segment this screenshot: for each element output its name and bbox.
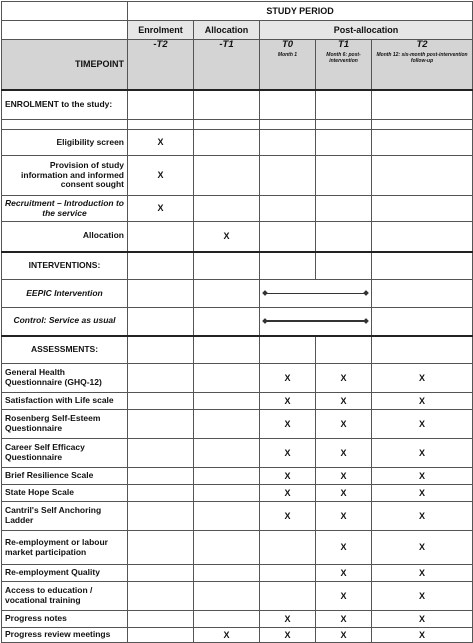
timepoint-code: T0 (281, 39, 294, 50)
mark-cell (260, 565, 316, 582)
mark-cell (194, 393, 260, 410)
mark-cell: X (128, 130, 194, 156)
mark-cell (194, 611, 260, 628)
row-label: Recruitment – Introduction to the service (2, 196, 128, 222)
mark-cell (260, 130, 316, 156)
timepoint-code: T1 (337, 39, 350, 50)
mark-cell (316, 196, 372, 222)
mark-cell (128, 393, 194, 410)
timepoint-sub: Month 1 (277, 51, 298, 58)
mark-cell (128, 364, 194, 393)
mark-cell: X (260, 502, 316, 531)
row-label: Brief Resilience Scale (2, 468, 128, 485)
schedule-row (2, 582, 473, 611)
duration-arrow-line (265, 293, 366, 295)
timepoint-cell (194, 40, 260, 90)
row-label: General Health Questionnaire (GHQ-12) (2, 364, 128, 393)
mark-cell (372, 222, 473, 252)
row-label: Satisfaction with Life scale (2, 393, 128, 410)
empty-cell (194, 120, 260, 130)
phase-post-allocation: Post-allocation (260, 21, 473, 40)
schedule-row (2, 222, 473, 252)
arrow-start-icon (262, 290, 268, 296)
phase-row (2, 21, 473, 40)
mark-cell (128, 410, 194, 439)
mark-cell (260, 582, 316, 611)
row-label: Provision of study information and informed consent sought (2, 156, 128, 196)
timepoint-label: TIMEPOINT (2, 40, 128, 90)
row-label: Re-employment Quality (2, 565, 128, 582)
mark-cell: X (260, 628, 316, 643)
section-heading: INTERVENTIONS: (2, 252, 128, 280)
arrow-start-icon (262, 318, 268, 324)
timepoint-cell (128, 40, 194, 90)
empty-cell (194, 252, 260, 280)
row-label: Eligibility screen (2, 130, 128, 156)
mark-cell: X (372, 485, 473, 502)
empty-cell (316, 90, 372, 120)
mark-cell: X (316, 393, 372, 410)
section-heading-row (2, 90, 473, 120)
mark-cell (128, 485, 194, 502)
mark-cell (128, 582, 194, 611)
empty-cell (194, 90, 260, 120)
empty-cell (128, 252, 194, 280)
row-label: Rosenberg Self-Esteem Questionnaire (2, 410, 128, 439)
mark-cell (128, 628, 194, 643)
schedule-row (2, 502, 473, 531)
mark-cell: X (128, 156, 194, 196)
mark-cell (128, 531, 194, 565)
schedule-row (2, 439, 473, 468)
empty-cell (316, 120, 372, 130)
mark-cell: X (372, 565, 473, 582)
mark-cell: X (316, 485, 372, 502)
schedule-row (2, 565, 473, 582)
mark-cell: X (260, 468, 316, 485)
mark-cell (194, 439, 260, 468)
mark-cell (194, 156, 260, 196)
mark-cell (260, 222, 316, 252)
empty-cell (372, 90, 473, 120)
intervention-duration-cell (260, 308, 372, 336)
timepoint-cell (316, 40, 372, 90)
arrow-end-icon (363, 318, 369, 324)
empty-cell (194, 280, 260, 308)
mark-cell: X (260, 485, 316, 502)
mark-cell: X (316, 410, 372, 439)
mark-cell: X (260, 410, 316, 439)
intervention-duration-cell (260, 280, 372, 308)
duration-arrow-line (265, 320, 366, 322)
mark-cell (194, 364, 260, 393)
mark-cell (194, 531, 260, 565)
empty-cell (316, 336, 372, 364)
mark-cell (372, 130, 473, 156)
mark-cell (372, 196, 473, 222)
empty-cell (128, 280, 194, 308)
spacer-row (2, 120, 473, 130)
empty-cell (2, 120, 128, 130)
section-heading-row (2, 336, 473, 364)
empty-cell (260, 90, 316, 120)
mark-cell (194, 502, 260, 531)
schedule-row (2, 628, 473, 643)
empty-cell (372, 252, 473, 280)
row-label: Progress review meetings (2, 628, 128, 643)
mark-cell (194, 468, 260, 485)
mark-cell (260, 531, 316, 565)
empty-cell (128, 308, 194, 336)
mark-cell (128, 502, 194, 531)
empty-cell (260, 120, 316, 130)
schedule-row (2, 196, 473, 222)
mark-cell (316, 222, 372, 252)
row-label: Progress notes (2, 611, 128, 628)
empty-cell (260, 252, 316, 280)
mark-cell (372, 156, 473, 196)
mark-cell (194, 565, 260, 582)
blank-corner-cell (2, 2, 128, 21)
mark-cell: X (316, 502, 372, 531)
mark-cell (194, 485, 260, 502)
timepoint-cell (372, 40, 473, 90)
intervention-row (2, 280, 473, 308)
row-label: Access to education / vocational training (2, 582, 128, 611)
schedule-row (2, 611, 473, 628)
schedule-row (2, 468, 473, 485)
mark-cell (128, 468, 194, 485)
mark-cell (128, 565, 194, 582)
mark-cell (316, 130, 372, 156)
empty-cell (194, 336, 260, 364)
timepoint-cell (260, 40, 316, 90)
mark-cell: X (372, 364, 473, 393)
mark-cell (194, 582, 260, 611)
section-heading: ENROLMENT to the study: (2, 90, 128, 120)
mark-cell: X (372, 439, 473, 468)
mark-cell: X (372, 410, 473, 439)
study-period-row (2, 2, 473, 21)
mark-cell: X (316, 565, 372, 582)
section-heading: ASSESSMENTS: (2, 336, 128, 364)
empty-cell (372, 120, 473, 130)
empty-cell (372, 336, 473, 364)
row-label: Control: Service as usual (2, 308, 128, 336)
mark-cell: X (194, 628, 260, 643)
mark-cell: X (194, 222, 260, 252)
schedule-row (2, 364, 473, 393)
mark-cell: X (372, 531, 473, 565)
empty-cell (260, 336, 316, 364)
mark-cell (194, 196, 260, 222)
row-label: State Hope Scale (2, 485, 128, 502)
mark-cell (260, 156, 316, 196)
mark-cell: X (128, 196, 194, 222)
timepoint-code: T2 (416, 39, 428, 50)
mark-cell (316, 156, 372, 196)
timepoint-code: -T1 (219, 39, 234, 50)
mark-cell: X (316, 628, 372, 643)
row-label: Career Self Efficacy Questionnaire (2, 439, 128, 468)
intervention-row (2, 308, 473, 336)
timepoint-code: -T2 (153, 39, 168, 50)
schedule-row (2, 410, 473, 439)
schedule-row (2, 156, 473, 196)
timepoint-row (2, 40, 473, 90)
row-label: EEPIC Intervention (2, 280, 128, 308)
mark-cell: X (260, 439, 316, 468)
section-heading-row (2, 252, 473, 280)
mark-cell: X (316, 364, 372, 393)
schedule-row (2, 531, 473, 565)
mark-cell (128, 222, 194, 252)
mark-cell: X (316, 582, 372, 611)
mark-cell (194, 130, 260, 156)
empty-cell (316, 252, 372, 280)
mark-cell: X (260, 364, 316, 393)
mark-cell: X (372, 393, 473, 410)
mark-cell: X (316, 468, 372, 485)
timepoint-sub: Month 12: six-month post-intervention follow-up (376, 51, 468, 64)
phase-allocation: Allocation (194, 21, 260, 40)
blank-phase-cell (2, 21, 128, 40)
arrow-end-icon (363, 290, 369, 296)
empty-cell (372, 280, 473, 308)
phase-enrolment: Enrolment (128, 21, 194, 40)
mark-cell: X (316, 611, 372, 628)
schedule-row (2, 485, 473, 502)
schedule-row (2, 130, 473, 156)
mark-cell: X (260, 393, 316, 410)
schedule-row (2, 393, 473, 410)
row-label: Allocation (2, 222, 128, 252)
mark-cell: X (372, 628, 473, 643)
timepoint-sub: Month 6: post-intervention (326, 51, 361, 64)
empty-cell (128, 336, 194, 364)
spirit-schedule-table (1, 1, 473, 643)
empty-cell (194, 308, 260, 336)
mark-cell: X (260, 611, 316, 628)
mark-cell: X (372, 468, 473, 485)
mark-cell (128, 611, 194, 628)
mark-cell: X (372, 582, 473, 611)
mark-cell (194, 410, 260, 439)
mark-cell: X (316, 439, 372, 468)
study-period-heading: STUDY PERIOD (128, 2, 473, 21)
mark-cell (128, 439, 194, 468)
mark-cell: X (372, 611, 473, 628)
row-label: Re-employment or labour market participation (2, 531, 128, 565)
empty-cell (128, 120, 194, 130)
empty-cell (128, 90, 194, 120)
mark-cell (260, 196, 316, 222)
mark-cell: X (316, 531, 372, 565)
mark-cell: X (372, 502, 473, 531)
empty-cell (372, 308, 473, 336)
row-label: Cantril's Self Anchoring Ladder (2, 502, 128, 531)
